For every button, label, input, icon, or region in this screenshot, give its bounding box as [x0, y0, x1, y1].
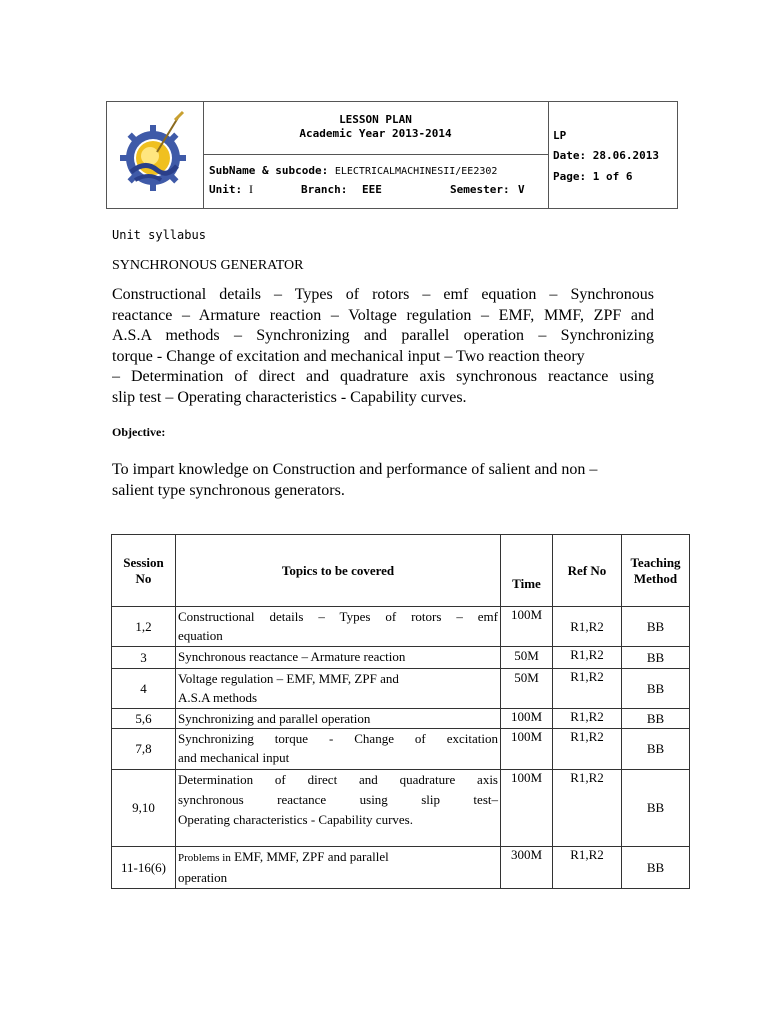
objective-label: Objective: — [112, 425, 166, 439]
topic-cell — [176, 669, 501, 709]
header-box — [106, 101, 678, 209]
lp-code: LP — [553, 129, 567, 142]
session-cell: 3 — [112, 647, 176, 669]
topics-header: Topics to be covered — [176, 535, 501, 607]
table-header-row — [112, 535, 690, 607]
session-cell: 1,2 — [112, 607, 176, 647]
table-row — [112, 709, 690, 729]
topic-line: Determination of direct and quadrature axis — [178, 772, 498, 787]
topic-line: Operating characteristics - Capability curves. — [178, 812, 413, 827]
subname-label: SubName & subcode: — [209, 164, 329, 177]
table-row — [112, 669, 690, 709]
topic-cell — [176, 729, 501, 770]
header-right — [549, 102, 677, 208]
semester-value: V — [518, 183, 525, 196]
table-row — [112, 770, 690, 847]
topic-line: and mechanical input — [178, 750, 290, 765]
unit-value: I — [249, 182, 253, 196]
method-cell: BB — [622, 669, 690, 709]
syllabus-line: A.S.A methods – Synchronizing and parallel operation – Synchronizing — [112, 327, 654, 344]
session-cell: 4 — [112, 669, 176, 709]
topic-prefix: Problems in — [178, 852, 231, 864]
syllabus-line: reactance – Armature reaction – Voltage regulation – EMF, MMF, ZPF and — [112, 306, 654, 324]
topic-line: A.S.A methods — [178, 690, 258, 705]
ref-cell: R1,R2 — [553, 729, 622, 770]
objective-paragraph — [112, 459, 654, 501]
syllabus-paragraph — [112, 285, 654, 408]
lesson-plan-title: LESSON PLAN — [339, 113, 412, 126]
method-cell: BB — [622, 770, 690, 847]
method-cell: BB — [622, 729, 690, 770]
ref-cell: R1,R2 — [553, 669, 622, 709]
topic-cell — [176, 607, 501, 647]
topic-line: synchronous reactance using slip test– — [178, 792, 498, 807]
ref-cell: R1,R2 — [553, 847, 622, 889]
topic-line: Synchronizing and parallel operation — [178, 711, 371, 726]
subname-value: ELECTRICALMACHINESII/EE2302 — [334, 166, 498, 177]
unit-syllabus-label: Unit syllabus — [112, 228, 206, 242]
objective-line: To impart knowledge on Construction and performance of salient and non – — [112, 461, 598, 478]
header-middle — [203, 102, 549, 208]
topic-line: Constructional details – Types of rotors – emf — [178, 609, 498, 624]
time-cell: 50M — [501, 647, 553, 669]
time-cell: 300M — [501, 847, 553, 889]
syllabus-line: – Determination of direct and quadrature axis synchronous reactance using — [112, 368, 654, 385]
method-cell: BB — [622, 709, 690, 729]
topic-cell — [176, 647, 501, 669]
session-cell: 9,10 — [112, 770, 176, 847]
ref-cell: R1,R2 — [553, 647, 622, 669]
session-cell: 11-16(6) — [112, 847, 176, 889]
session-cell: 5,6 — [112, 709, 176, 729]
syllabus-line: slip test – Operating characteristics - Capability curves. — [112, 388, 467, 406]
date-text: Date: 28.06.2013 — [553, 149, 659, 162]
session-cell: 7,8 — [112, 729, 176, 770]
subject-line — [209, 164, 497, 177]
topic-line: Synchronous reactance – Armature reaction — [178, 649, 406, 664]
time-header: Time — [501, 535, 553, 607]
time-cell: 100M — [501, 729, 553, 770]
method-cell: BB — [622, 847, 690, 889]
method-cell: BB — [622, 647, 690, 669]
method-header: Teaching Method — [622, 535, 690, 607]
topic-line: Synchronizing torque - Change of excitation — [178, 731, 498, 746]
table-row — [112, 647, 690, 669]
unit-title: SYNCHRONOUS GENERATOR — [112, 258, 304, 273]
table-row — [112, 607, 690, 647]
ref-cell: R1,R2 — [553, 607, 622, 647]
branch-label: Branch: — [301, 183, 348, 196]
topic-line: operation — [178, 870, 228, 885]
time-cell: 100M — [501, 709, 553, 729]
topic-cell — [176, 770, 501, 847]
ref-cell: R1,R2 — [553, 709, 622, 729]
topic-line: EMF, MMF, ZPF and parallel — [234, 849, 389, 864]
topic-cell — [176, 847, 501, 889]
syllabus-line: torque - Change of excitation and mechanical input – Two reaction theory — [112, 347, 585, 365]
gear-emblem-icon — [107, 102, 203, 208]
lesson-table — [111, 534, 690, 889]
time-cell: 100M — [501, 607, 553, 647]
method-cell: BB — [622, 607, 690, 647]
semester-label: Semester: — [450, 183, 510, 196]
academic-year: Academic Year 2013-2014 — [299, 127, 452, 140]
page-number: Page: 1 of 6 — [553, 170, 633, 183]
branch-value: EEE — [362, 183, 382, 196]
topic-line: Voltage regulation – EMF, MMF, ZPF and — [178, 671, 399, 686]
session-header: Session No — [112, 535, 176, 607]
topic-cell — [176, 709, 501, 729]
time-cell: 100M — [501, 770, 553, 847]
time-cell: 50M — [501, 669, 553, 709]
topic-line: equation — [178, 628, 223, 643]
unit-label: Unit: — [209, 183, 243, 196]
college-logo — [107, 102, 204, 208]
ref-cell: R1,R2 — [553, 770, 622, 847]
syllabus-line: Constructional details – Types of rotors – emf equation – Synchronous — [112, 286, 654, 303]
ref-header: Ref No — [553, 535, 622, 607]
table-row — [112, 847, 690, 889]
header-title-cell — [203, 102, 548, 155]
objective-line: salient type synchronous generators. — [112, 482, 345, 499]
table-row — [112, 729, 690, 770]
